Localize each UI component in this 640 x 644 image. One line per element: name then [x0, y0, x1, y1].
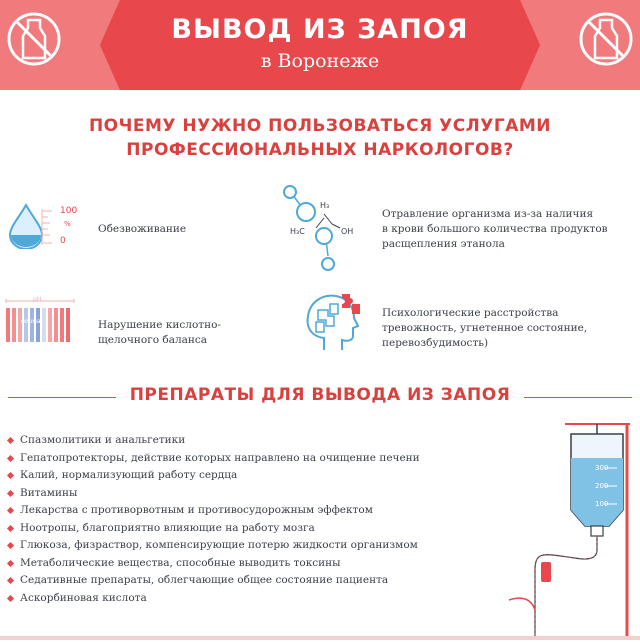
- why-title-line2: ПРОФЕССИОНАЛЬНЫХ НАРКОЛОГОВ?: [126, 140, 514, 160]
- list-item: Витамины: [8, 485, 420, 503]
- bullet-icon: [7, 489, 14, 496]
- bullet-icon: [7, 454, 14, 461]
- scale-bottom-label: 0: [60, 236, 66, 246]
- drip-mark-100: 100: [595, 500, 609, 508]
- page-title: ВЫВОД ИЗ ЗАПОЯ: [171, 14, 469, 45]
- reason-poisoning: Отравление организма из-за наличия в крови большого количества продуктов расщепления этанола: [382, 208, 608, 250]
- bullet-icon: [7, 507, 14, 514]
- footer-strip: [0, 636, 640, 640]
- reason-dehydration: Обезвоживание: [98, 223, 187, 235]
- list-item: Метаболические вещества, способные выводить токсины: [8, 555, 420, 573]
- list-item: Глюкоза, физраствор, компенсирующие потерю жидкости организмом: [8, 537, 420, 555]
- list-item: Спазмолитики и анальгетики: [8, 432, 420, 450]
- scale-unit-label: %: [64, 220, 71, 228]
- page-subtitle: в Воронеже: [260, 50, 380, 72]
- drugs-title: ПРЕПАРАТЫ ДЛЯ ВЫВОДА ИЗ ЗАПОЯ: [129, 385, 511, 405]
- bullet-icon: [7, 542, 14, 549]
- drip-mark-300: 300: [595, 464, 609, 472]
- drugs-list: [8, 432, 420, 607]
- list-item: Аскорбиновая кислота: [8, 590, 420, 608]
- reason-psychological: Психологические расстройства тревожность, угнетенное состояние, перевозбудимость): [382, 307, 588, 349]
- list-item: Седативные препараты, облегчающие общее состояние пациента: [8, 572, 420, 590]
- formula-oh: OH: [341, 227, 354, 236]
- bullet-icon: [7, 577, 14, 584]
- percent-scale-icon: [40, 207, 60, 247]
- bullet-icon: [7, 594, 14, 601]
- scale-top-label: 100: [60, 206, 78, 216]
- list-item: Ноотропы, благоприятно влияющие на работу мозга: [8, 520, 420, 538]
- no-alcohol-icon: [576, 6, 636, 72]
- list-item: Калий, нормализующий работу сердца: [8, 467, 420, 485]
- reason-ph-balance: Нарушение кислотно- щелочного баланса: [98, 319, 221, 346]
- formula-h3: H₃: [320, 201, 330, 210]
- iv-drip-graphic: [505, 420, 640, 640]
- list-item: Гепатопротекторы, действие которых направлено на очищение печени: [8, 450, 420, 468]
- bullet-icon: [7, 524, 14, 531]
- bullet-icon: [7, 437, 14, 444]
- norm-label: норма: [21, 318, 41, 325]
- ph-label: pH: [33, 296, 42, 303]
- why-title-line1: ПОЧЕМУ НУЖНО ПОЛЬЗОВАТЬСЯ УСЛУГАМИ: [88, 116, 552, 136]
- drip-mark-200: 200: [595, 482, 609, 490]
- iv-drip-icon: [505, 420, 640, 640]
- formula-h3c: H₃C: [290, 227, 305, 236]
- list-item: Лекарства с противорвотным и противосудорожным эффектом: [8, 502, 420, 520]
- head-puzzle-icon: [300, 290, 370, 354]
- bullet-icon: [7, 472, 14, 479]
- no-alcohol-icon: [4, 6, 64, 72]
- header-banner: [0, 0, 640, 90]
- bullet-icon: [7, 559, 14, 566]
